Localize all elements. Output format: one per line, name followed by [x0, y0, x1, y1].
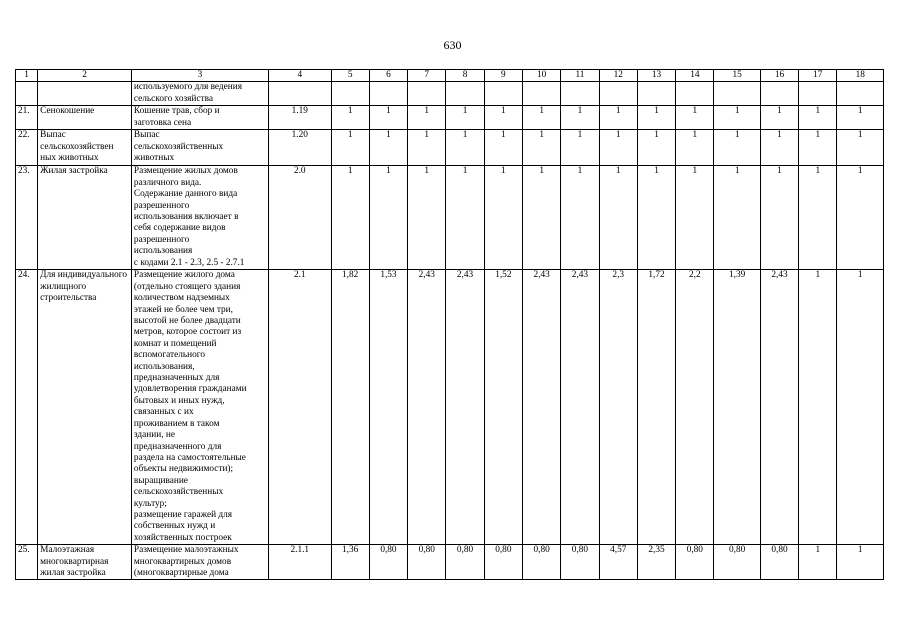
coefficient-cell: 0,80	[484, 545, 522, 580]
coefficient-cell: 1	[523, 106, 561, 130]
coefficient-cell: 1	[837, 545, 884, 580]
table-row	[16, 130, 884, 166]
row-number: 21.	[16, 106, 38, 130]
column-header: 10	[523, 70, 561, 82]
coefficient-cell: 1	[446, 166, 484, 270]
coefficient-cell	[523, 82, 561, 106]
column-header: 4	[269, 70, 332, 82]
coefficient-cell: 1	[799, 545, 837, 580]
coefficient-cell: 2,43	[446, 270, 484, 545]
coefficient-cell: 1,72	[637, 270, 675, 545]
table-row	[16, 82, 884, 106]
coefficient-cell: 2,3	[599, 270, 637, 545]
coefficient-cell: 1	[561, 106, 599, 130]
coefficient-cell: 0,80	[760, 545, 798, 580]
coefficient-cell: 1	[331, 106, 369, 130]
coefficient-cell: 1	[331, 166, 369, 270]
coefficient-cell: 1	[760, 106, 798, 130]
column-header: 5	[331, 70, 369, 82]
use-type-name: Малоэтажная многоквартирная жилая застройка	[38, 545, 132, 580]
column-header: 2	[38, 70, 132, 82]
coefficient-cell	[714, 82, 760, 106]
use-type-name: Выпас сельскохозяйствен ных животных	[38, 130, 132, 166]
coefficient-cell	[676, 82, 714, 106]
coefficient-cell: 1	[676, 106, 714, 130]
use-type-name: Для индивидуального жилищного строительства	[38, 270, 132, 545]
coefficient-cell: 0,80	[676, 545, 714, 580]
coefficient-cell: 1	[484, 166, 522, 270]
use-type-description: Выпас сельскохозяйственных животных	[131, 130, 268, 166]
row-number: 25.	[16, 545, 38, 580]
coefficient-cell: 0,80	[714, 545, 760, 580]
coefficient-cell: 1	[599, 130, 637, 166]
coefficient-cell: 1	[561, 166, 599, 270]
coefficient-cell	[561, 82, 599, 106]
coefficient-cell: 1	[714, 166, 760, 270]
coefficient-cell: 2,2	[676, 270, 714, 545]
coefficient-cell: 1	[484, 130, 522, 166]
use-type-name: Сенокошение	[38, 106, 132, 130]
coefficient-cell: 1	[760, 166, 798, 270]
coefficient-cell: 1,39	[714, 270, 760, 545]
use-type-code: 1.20	[269, 130, 332, 166]
column-header: 12	[599, 70, 637, 82]
use-type-name	[38, 82, 132, 106]
column-header: 11	[561, 70, 599, 82]
coefficient-cell: 1	[837, 130, 884, 166]
coefficient-cell: 1	[799, 130, 837, 166]
column-header: 14	[676, 70, 714, 82]
coefficient-cell: 1	[599, 166, 637, 270]
coefficient-cell: 2,35	[637, 545, 675, 580]
coefficient-cell: 1	[714, 130, 760, 166]
column-header: 16	[760, 70, 798, 82]
coefficient-cell: 2,43	[760, 270, 798, 545]
coefficient-cell: 1	[484, 106, 522, 130]
coefficient-cell: 1	[799, 270, 837, 545]
table-row	[16, 166, 884, 270]
coefficient-cell: 1	[369, 106, 407, 130]
coefficient-cell: 0,80	[369, 545, 407, 580]
table-header-row	[16, 70, 884, 82]
use-type-code: 2.1.1	[269, 545, 332, 580]
column-header: 6	[369, 70, 407, 82]
column-header: 18	[837, 70, 884, 82]
coefficient-cell: 1	[799, 106, 837, 130]
coefficient-cell: 1	[599, 106, 637, 130]
use-type-description: Размещение жилого дома (отдельно стоящего здания количеством надземных этажей не более чем три, высотой не более двадцати метров, которое состоит из комнат и помещений вспомогательного использования, предназначенных для удовлетворения гражданами бытовых и иных нужд, связанных с их проживанием в таком здании, не предназначенного для раздела на самостоятельные объекты недвижимости); выращивание сельскохозяйственных культур; размещение гаражей для собственных нужд и хозяйственных построек	[131, 270, 268, 545]
coefficient-cell: 1,52	[484, 270, 522, 545]
use-type-code: 2.0	[269, 166, 332, 270]
coefficient-cell: 0,80	[523, 545, 561, 580]
table-row	[16, 545, 884, 580]
coefficient-cell	[637, 82, 675, 106]
coefficient-cell	[760, 82, 798, 106]
coefficient-cell: 1	[408, 106, 446, 130]
page-number: 630	[443, 38, 462, 52]
coefficient-cell: 1	[837, 270, 884, 545]
coefficient-cell	[484, 82, 522, 106]
coefficient-cell: 1	[837, 106, 884, 130]
coefficient-cell: 1	[637, 166, 675, 270]
column-header: 8	[446, 70, 484, 82]
land-use-table	[15, 69, 884, 580]
use-type-code: 1.19	[269, 106, 332, 130]
coefficient-cell: 1	[637, 130, 675, 166]
coefficient-cell: 0,80	[561, 545, 599, 580]
use-type-name: Жилая застройка	[38, 166, 132, 270]
coefficient-cell: 2,43	[561, 270, 599, 545]
use-type-description: Размещение жилых домов различного вида. Содержание данного вида разрешенного использования включает в себя содержание видов разрешенного использования с кодами 2.1 - 2.3, 2.5 - 2.7.1	[131, 166, 268, 270]
coefficient-cell: 0,80	[408, 545, 446, 580]
coefficient-cell: 1	[523, 130, 561, 166]
coefficient-cell: 1	[637, 106, 675, 130]
coefficient-cell	[599, 82, 637, 106]
column-header: 13	[637, 70, 675, 82]
coefficient-cell: 1	[408, 130, 446, 166]
use-type-code	[269, 82, 332, 106]
use-type-description: Размещение малоэтажных многоквартирных домов (многоквартирные дома	[131, 545, 268, 580]
coefficient-cell: 1	[446, 130, 484, 166]
coefficient-cell: 1,53	[369, 270, 407, 545]
coefficient-cell: 1	[676, 166, 714, 270]
coefficient-cell: 1	[369, 130, 407, 166]
coefficient-cell: 1	[369, 166, 407, 270]
coefficient-cell: 1,36	[331, 545, 369, 580]
row-number: 23.	[16, 166, 38, 270]
table-row	[16, 106, 884, 130]
coefficient-cell: 0,80	[446, 545, 484, 580]
coefficient-cell: 1	[523, 166, 561, 270]
coefficient-cell	[408, 82, 446, 106]
coefficient-cell: 2,43	[523, 270, 561, 545]
coefficient-cell	[837, 82, 884, 106]
column-header: 1	[16, 70, 38, 82]
column-header: 15	[714, 70, 760, 82]
coefficient-cell: 4,57	[599, 545, 637, 580]
coefficient-cell: 2,43	[408, 270, 446, 545]
row-number: 22.	[16, 130, 38, 166]
coefficient-cell: 1	[799, 166, 837, 270]
row-number	[16, 82, 38, 106]
coefficient-cell: 1	[408, 166, 446, 270]
column-header: 3	[131, 70, 268, 82]
row-number: 24.	[16, 270, 38, 545]
coefficient-cell: 1,82	[331, 270, 369, 545]
coefficient-cell	[446, 82, 484, 106]
use-type-description: используемого для ведения сельского хозяйства	[131, 82, 268, 106]
coefficient-cell: 1	[837, 166, 884, 270]
coefficient-cell: 1	[331, 130, 369, 166]
coefficient-cell: 1	[561, 130, 599, 166]
column-header: 9	[484, 70, 522, 82]
coefficient-cell: 1	[760, 130, 798, 166]
coefficient-cell	[369, 82, 407, 106]
column-header: 7	[408, 70, 446, 82]
table-row	[16, 270, 884, 545]
coefficient-cell	[799, 82, 837, 106]
coefficient-cell: 1	[714, 106, 760, 130]
coefficient-cell: 1	[676, 130, 714, 166]
coefficient-cell	[331, 82, 369, 106]
column-header: 17	[799, 70, 837, 82]
use-type-description: Кошение трав, сбор и заготовка сена	[131, 106, 268, 130]
use-type-code: 2.1	[269, 270, 332, 545]
coefficient-cell: 1	[446, 106, 484, 130]
